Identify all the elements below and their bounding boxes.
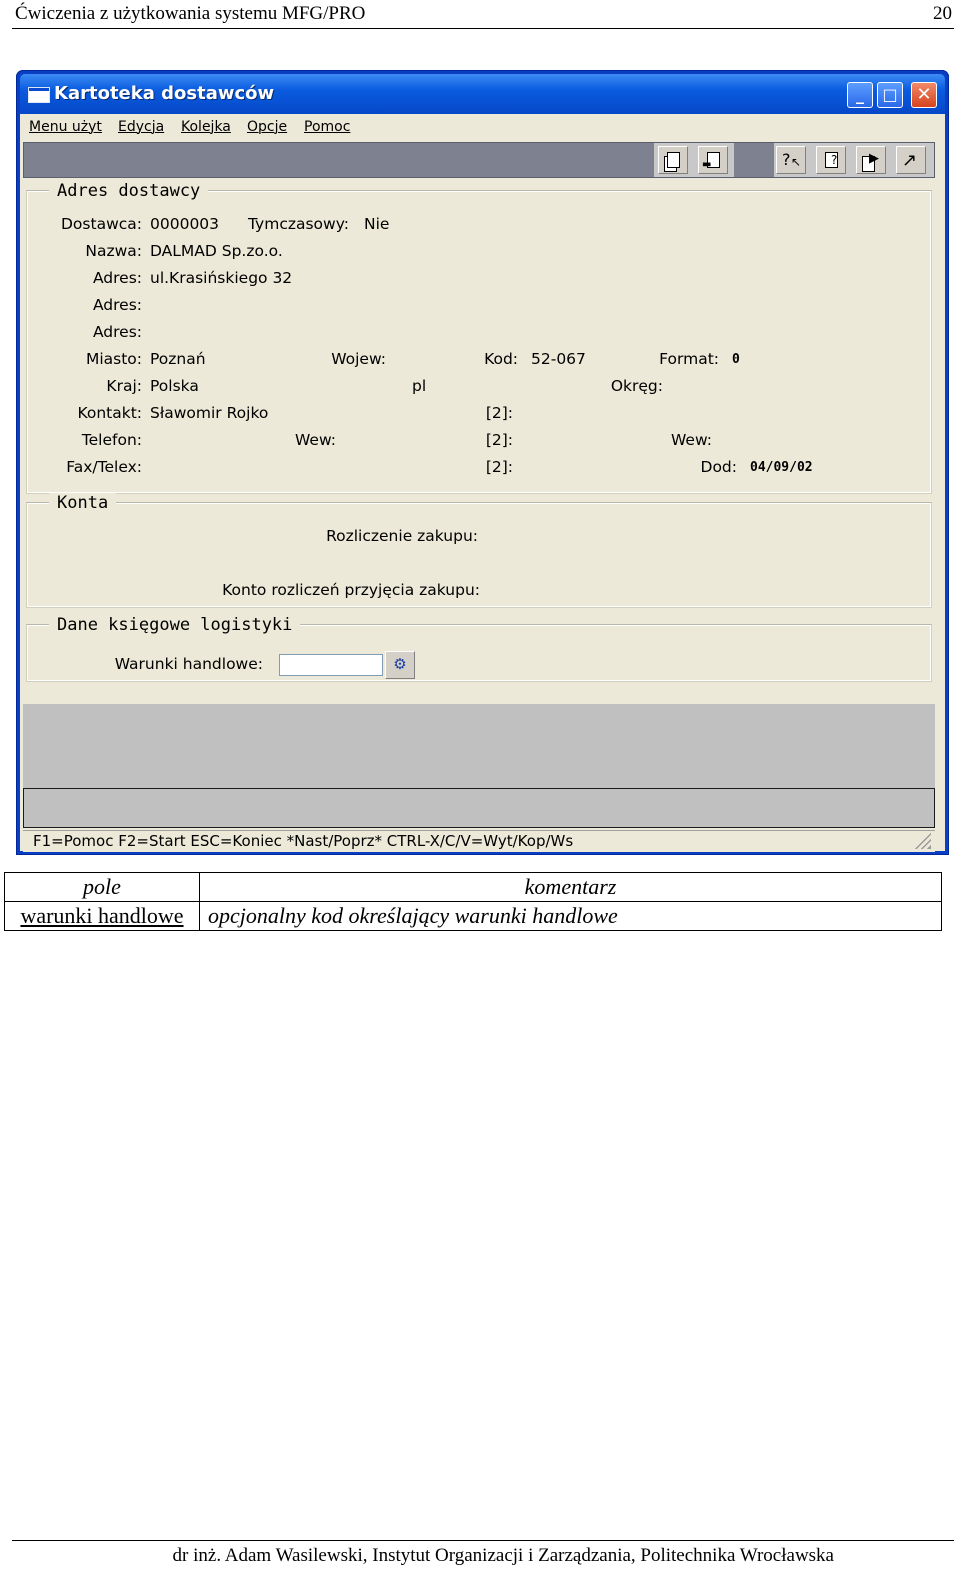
status-bar xyxy=(23,830,935,852)
accounts-legend: Konta xyxy=(49,493,116,513)
table-row xyxy=(5,902,942,931)
supplier-window xyxy=(16,70,949,855)
close-button[interactable]: ✕ xyxy=(911,82,937,108)
zip-value[interactable]: 52-067 xyxy=(531,350,586,368)
contact2-label: [2]: xyxy=(485,404,513,422)
column-header-field: pole xyxy=(5,873,200,902)
window-app-icon xyxy=(28,87,50,103)
menu-queue[interactable]: Kolejka xyxy=(181,119,231,135)
page-number: 20 xyxy=(933,3,952,24)
window-title: Kartoteka dostawców xyxy=(54,83,275,104)
supplier-value[interactable]: 0000003 xyxy=(150,215,220,233)
extension2-label: Wew: xyxy=(670,431,712,449)
menu-user[interactable]: Menu użyt xyxy=(29,119,102,135)
temporary-label: Tymczasowy: xyxy=(248,215,349,233)
purchase-account-label: Rozliczenie zakupu: xyxy=(326,527,478,545)
browse-icon[interactable]: ▶ xyxy=(856,146,886,174)
menu-bar xyxy=(20,114,945,140)
supplier-label: Dostawca: xyxy=(61,215,142,233)
comment-cell: opcjonalny kod określający warunki handlowe xyxy=(200,902,942,931)
format-label: Format: xyxy=(659,350,719,368)
address1-label: Adres: xyxy=(92,269,142,287)
empty-frame-area xyxy=(23,704,935,795)
city-label: Miasto: xyxy=(85,350,142,368)
status-text: F1=Pomoc F2=Start ESC=Koniec *Nast/Poprz* CTRL-X/C/V=Wyt/Kop/Ws xyxy=(33,832,574,850)
logistics-panel xyxy=(26,615,932,682)
contact-value[interactable]: Sławomir Rojko xyxy=(150,404,269,422)
field-description-table xyxy=(4,872,942,931)
country-value[interactable]: Polska xyxy=(150,377,199,395)
go-icon[interactable]: ↗ xyxy=(896,146,926,174)
state-label: Wojew: xyxy=(331,350,386,368)
column-header-comment: komentarz xyxy=(200,873,942,902)
receipt-account-label: Konto rozliczeń przyjęcia zakupu: xyxy=(222,581,480,599)
logistics-legend: Dane księgowe logistyki xyxy=(49,615,300,635)
county-label: Okręg: xyxy=(610,377,663,395)
resize-grip-icon[interactable] xyxy=(915,833,931,849)
window-client xyxy=(20,114,945,851)
zip-label: Kod: xyxy=(484,350,518,368)
country-label: Kraj: xyxy=(106,377,142,395)
city-value[interactable]: Poznań xyxy=(150,350,206,368)
address-legend: Adres dostawcy xyxy=(49,181,208,201)
trade-terms-label: Warunki handlowe: xyxy=(114,655,263,673)
date-added-value: 04/09/02 xyxy=(750,460,813,475)
name-label: Nazwa: xyxy=(85,242,142,260)
clipboard-toolgroup xyxy=(654,143,734,177)
date-added-label: Dod: xyxy=(700,458,737,476)
page-footer xyxy=(12,1540,954,1591)
phone-label: Telefon: xyxy=(81,431,142,449)
fax-label: Fax/Telex: xyxy=(66,458,142,476)
menu-options[interactable]: Opcje xyxy=(247,119,288,135)
footer-text: dr inż. Adam Wasilewski, Instytut Organizacji i Zarządzania, Politechnika Wrocławska xyxy=(172,1545,834,1566)
table-header-row xyxy=(5,873,942,902)
form-area xyxy=(23,182,935,700)
format-value[interactable]: 0 xyxy=(732,352,740,367)
phone2-label: [2]: xyxy=(485,431,513,449)
extension-label: Wew: xyxy=(294,431,336,449)
menu-help[interactable]: Pomoc xyxy=(304,119,351,135)
page-header xyxy=(12,0,954,29)
address3-label: Adres: xyxy=(92,323,142,341)
temporary-value[interactable]: Nie xyxy=(364,215,390,233)
trade-terms-input[interactable] xyxy=(279,654,383,676)
menu-edit[interactable]: Edycja xyxy=(118,119,165,135)
navigation-toolgroup xyxy=(774,143,934,177)
copy-icon[interactable] xyxy=(658,146,688,174)
name-value[interactable]: DALMAD Sp.zo.o. xyxy=(150,242,283,260)
contact-label: Kontakt: xyxy=(77,404,142,422)
fax2-label: [2]: xyxy=(485,458,513,476)
address1-value[interactable]: ul.Krasińskiego 32 xyxy=(150,269,293,287)
paste-icon[interactable]: ▬ xyxy=(698,146,728,174)
toolbar xyxy=(23,142,935,178)
title-bar[interactable] xyxy=(20,74,945,114)
message-bar xyxy=(23,788,935,828)
field-help-icon[interactable]: ? xyxy=(816,146,846,174)
document-title: Ćwiczenia z użytkowania systemu MFG/PRO xyxy=(15,3,366,24)
accounts-panel xyxy=(26,493,932,608)
lookup-icon[interactable]: ⚙ xyxy=(385,651,415,679)
minimize-button[interactable]: _ xyxy=(847,82,873,108)
address-panel xyxy=(26,181,932,494)
field-name-cell: warunki handlowe xyxy=(5,902,200,931)
address2-label: Adres: xyxy=(92,296,142,314)
country-code-value[interactable]: pl xyxy=(412,377,427,395)
help-icon[interactable]: ? ↖ xyxy=(776,146,806,174)
maximize-button[interactable]: □ xyxy=(877,82,903,108)
